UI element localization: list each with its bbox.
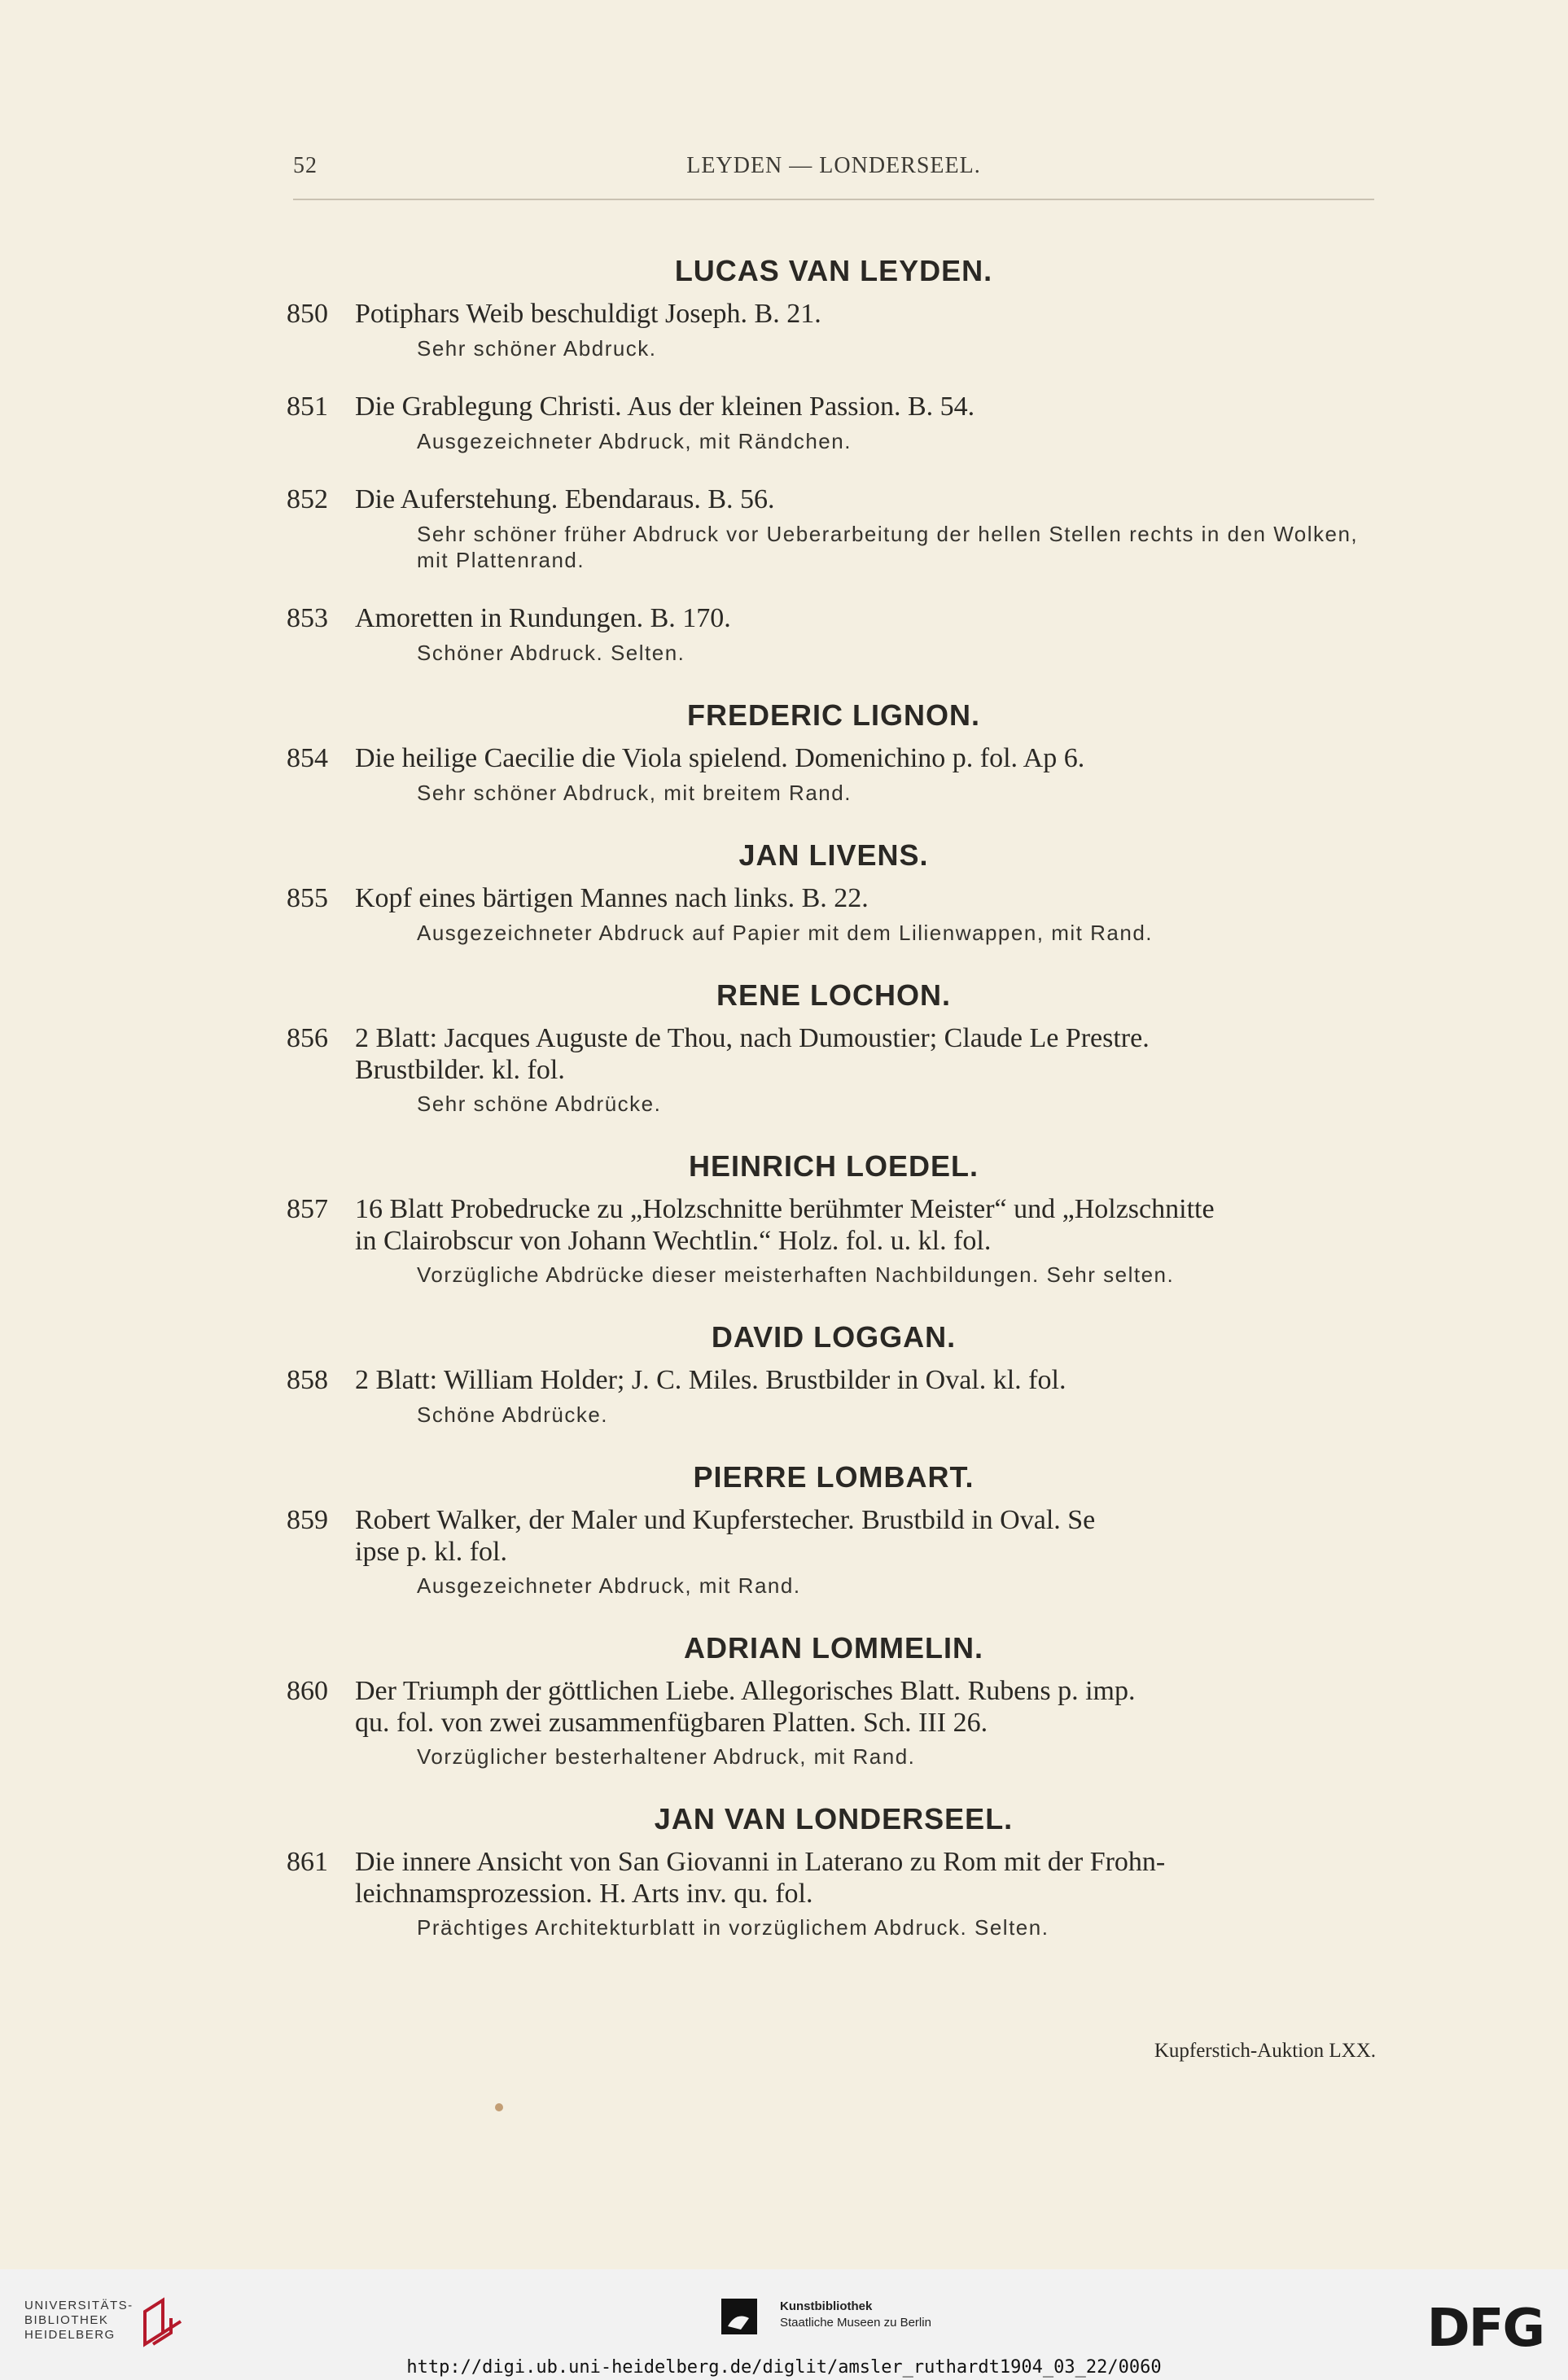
artist-heading: JAN LIVENS. <box>738 838 929 872</box>
entry-description: 16 Blatt Probedrucke zu „Holzschnitte berühmter Meister“ und „Holzschnitte <box>355 1194 1215 1224</box>
condition-remark: Schöne Abdrücke. <box>417 1402 609 1427</box>
condition-remark: Sehr schöner Abdruck. <box>417 336 657 361</box>
lot-number: 853 <box>287 603 328 633</box>
lot-number: 859 <box>287 1505 328 1535</box>
entry-line <box>287 882 1381 915</box>
entry-description: Die heilige Caecilie die Viola spielend. Domenichino p. fol. Ap 6. <box>355 743 1085 773</box>
artist-heading: HEINRICH LOEDEL. <box>688 1149 979 1183</box>
kb-name: Kunstbibliothek <box>780 2299 873 2313</box>
header-rule <box>293 199 1374 200</box>
lot-number: 860 <box>287 1676 328 1706</box>
entry-line <box>287 298 1381 330</box>
permalink-url[interactable]: http://digi.ub.uni-heidelberg.de/diglit/amsler_ruthardt1904_03_22/0060 <box>406 2357 1162 2378</box>
page-number: 52 <box>293 153 318 178</box>
condition-remark: Sehr schöner früher Abdruck vor Ueberarbeitung der hellen Stellen rechts in den Wolken, mit Plattenrand. <box>417 522 1359 572</box>
catalog-entry <box>287 1846 1381 1940</box>
catalog-entry <box>287 742 1381 806</box>
catalog-entry <box>287 483 1381 573</box>
entry-description-continued: Brustbilder. kl. fol. <box>355 1055 565 1085</box>
entry-description: Die Auferstehung. Ebendaraus. B. 56. <box>355 484 775 514</box>
condition-remark: Ausgezeichneter Abdruck, mit Rand. <box>417 1573 801 1598</box>
entry-description: Amoretten in Rundungen. B. 170. <box>355 603 731 633</box>
condition-remark: Sehr schöne Abdrücke. <box>417 1092 662 1116</box>
catalog-entry <box>287 1022 1381 1117</box>
artist-heading: PIERRE LOMBART. <box>693 1460 975 1494</box>
artist-heading: RENE LOCHON. <box>716 978 951 1012</box>
catalog-entry <box>287 298 1381 361</box>
lot-number: 858 <box>287 1365 328 1395</box>
lot-number: 850 <box>287 299 328 329</box>
entry-line <box>287 1022 1381 1055</box>
entry-description: Die Grablegung Christi. Aus der kleinen Passion. B. 54. <box>355 392 975 422</box>
entry-description: Potiphars Weib beschuldigt Joseph. B. 21. <box>355 299 821 329</box>
artist-heading: LUCAS VAN LEYDEN. <box>674 254 993 287</box>
condition-remark: Vorzügliche Abdrücke dieser meisterhaften Nachbildungen. Sehr selten. <box>417 1262 1175 1287</box>
entry-line <box>287 1675 1381 1708</box>
entry-description: Kopf eines bärtigen Mannes nach links. B. 22. <box>355 883 869 913</box>
condition-remark: Ausgezeichneter Abdruck auf Papier mit dem Lilienwappen, mit Rand. <box>417 921 1153 945</box>
entry-line <box>287 1193 1381 1226</box>
entry-line <box>287 391 1381 423</box>
entry-line <box>287 1504 1381 1537</box>
entry-line <box>287 742 1381 775</box>
catalog-entry <box>287 882 1381 946</box>
lot-number: 856 <box>287 1023 328 1053</box>
catalog-entry <box>287 1364 1381 1428</box>
kunstbibliothek-logo-icon[interactable] <box>716 2294 765 2347</box>
entry-description-continued: leichnamsprozession. H. Arts inv. qu. fol. <box>355 1879 813 1909</box>
artist-heading: JAN VAN LONDERSEEL. <box>654 1802 1014 1835</box>
catalog-list <box>287 254 1381 1973</box>
condition-remark: Ausgezeichneter Abdruck, mit Rändchen. <box>417 429 852 453</box>
catalog-entry <box>287 1675 1381 1770</box>
entry-description: Robert Walker, der Maler und Kupferstecher. Brustbild in Oval. Se <box>355 1505 1096 1535</box>
page-header <box>293 153 1374 194</box>
condition-remark: Vorzüglicher besterhaltener Abdruck, mit Rand. <box>417 1744 916 1769</box>
footer-note: Kupferstich-Auktion LXX. <box>1154 2040 1376 2062</box>
catalog-entry <box>287 602 1381 666</box>
condition-remark: Prächtiges Architekturblatt in vorzüglichem Abdruck. Selten. <box>417 1915 1049 1940</box>
entry-description-continued: qu. fol. von zwei zusammenfügbaren Platten. Sch. III 26. <box>355 1708 988 1738</box>
kunstbibliothek-label[interactable] <box>780 2299 931 2331</box>
catalog-entry <box>287 1504 1381 1599</box>
kb-subtitle: Staatliche Museen zu Berlin <box>780 2316 931 2330</box>
ub-line: HEIDELBERG <box>24 2328 116 2342</box>
entry-description: 2 Blatt: Jacques Auguste de Thou, nach Dumoustier; Claude Le Prestre. <box>355 1023 1150 1053</box>
condition-remark: Sehr schöner Abdruck, mit breitem Rand. <box>417 781 852 805</box>
entry-line <box>287 602 1381 635</box>
artist-heading: ADRIAN LOMMELIN. <box>684 1631 983 1665</box>
running-title: LEYDEN — LONDERSEEL. <box>686 153 981 178</box>
lot-number: 861 <box>287 1847 328 1877</box>
paper-stain <box>495 2103 503 2111</box>
condition-remark: Schöner Abdruck. Selten. <box>417 641 685 665</box>
entry-description-continued: in Clairobscur von Johann Wechtlin.“ Holz. fol. u. kl. fol. <box>355 1226 992 1256</box>
entry-line <box>287 483 1381 516</box>
lot-number: 854 <box>287 743 328 773</box>
entry-description: 2 Blatt: William Holder; J. C. Miles. Brustbilder in Oval. kl. fol. <box>355 1365 1067 1395</box>
entry-description-continued: ipse p. kl. fol. <box>355 1537 507 1567</box>
artist-heading: DAVID LOGGAN. <box>711 1320 957 1354</box>
lot-number: 857 <box>287 1194 328 1224</box>
ub-heidelberg-label[interactable] <box>24 2299 138 2343</box>
entry-description: Der Triumph der göttlichen Liebe. Allegorisches Blatt. Rubens p. imp. <box>355 1676 1136 1706</box>
ub-line: UNIVERSITÄTS- <box>24 2299 134 2312</box>
catalog-entry <box>287 1193 1381 1288</box>
ub-logo-icon[interactable] <box>138 2294 187 2355</box>
viewer-footer-bar <box>0 2269 1568 2380</box>
dfg-logo[interactable]: DFG <box>1426 2299 1544 2359</box>
entry-description: Die innere Ansicht von San Giovanni in Laterano zu Rom mit der Frohn- <box>355 1847 1166 1877</box>
catalog-entry <box>287 391 1381 454</box>
ub-line: BIBLIOTHEK <box>24 2313 109 2327</box>
entry-line <box>287 1364 1381 1397</box>
lot-number: 851 <box>287 392 328 422</box>
artist-heading: FREDERIC LIGNON. <box>686 698 980 732</box>
lot-number: 852 <box>287 484 328 514</box>
entry-line <box>287 1846 1381 1879</box>
lot-number: 855 <box>287 883 328 913</box>
